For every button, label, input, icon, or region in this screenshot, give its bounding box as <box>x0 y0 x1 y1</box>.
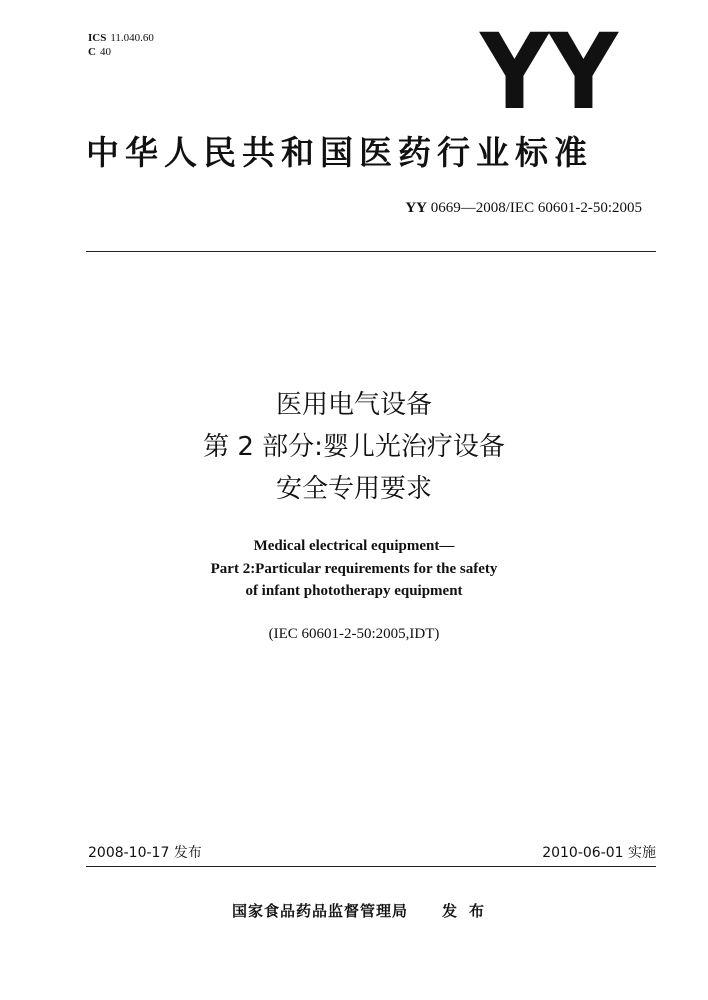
english-title-line: Medical electrical equipment— <box>253 538 455 554</box>
ccs-code <box>88 45 154 59</box>
issuing-authority <box>232 900 496 921</box>
issue-date: 2008-10-17 发布 <box>88 845 202 861</box>
english-title-line: Part 2:Particular requirements for the safety <box>210 560 498 577</box>
standard-number-body: 0669—2008/IEC 60601-2-50:2005 <box>430 200 642 216</box>
ccs-label: C <box>88 46 96 58</box>
chinese-title <box>0 384 708 510</box>
chinese-title-line: 第 2 部分:婴儿光治疗设备 <box>203 432 505 462</box>
english-title-line: of infant phototherapy equipment <box>245 583 463 599</box>
issue-label: 发布 <box>442 902 497 920</box>
ccs-value: 40 <box>99 46 111 58</box>
standard-category-title: 中华人民共和国医药行业标准 <box>86 133 593 172</box>
header-divider <box>86 251 656 252</box>
classification-codes <box>88 31 154 59</box>
ics-value: 11.040.60 <box>110 32 154 44</box>
chinese-title-line: 安全专用要求 <box>275 474 432 504</box>
standard-number-prefix: YY <box>405 200 427 216</box>
equivalence-statement: (IEC 60601-2-50:2005,IDT) <box>268 626 440 642</box>
issuer-name: 国家食品药品监督管理局 <box>232 902 409 920</box>
footer-divider <box>86 866 656 867</box>
ics-code <box>88 31 154 45</box>
standard-number <box>405 200 642 217</box>
ics-label: ICS <box>88 32 107 44</box>
chinese-title-line: 医用电气设备 <box>275 390 432 420</box>
yy-standard-logo <box>478 22 620 114</box>
logo-text: YY <box>478 22 620 114</box>
english-title <box>0 535 708 603</box>
effective-date: 2010-06-01 实施 <box>542 845 656 861</box>
